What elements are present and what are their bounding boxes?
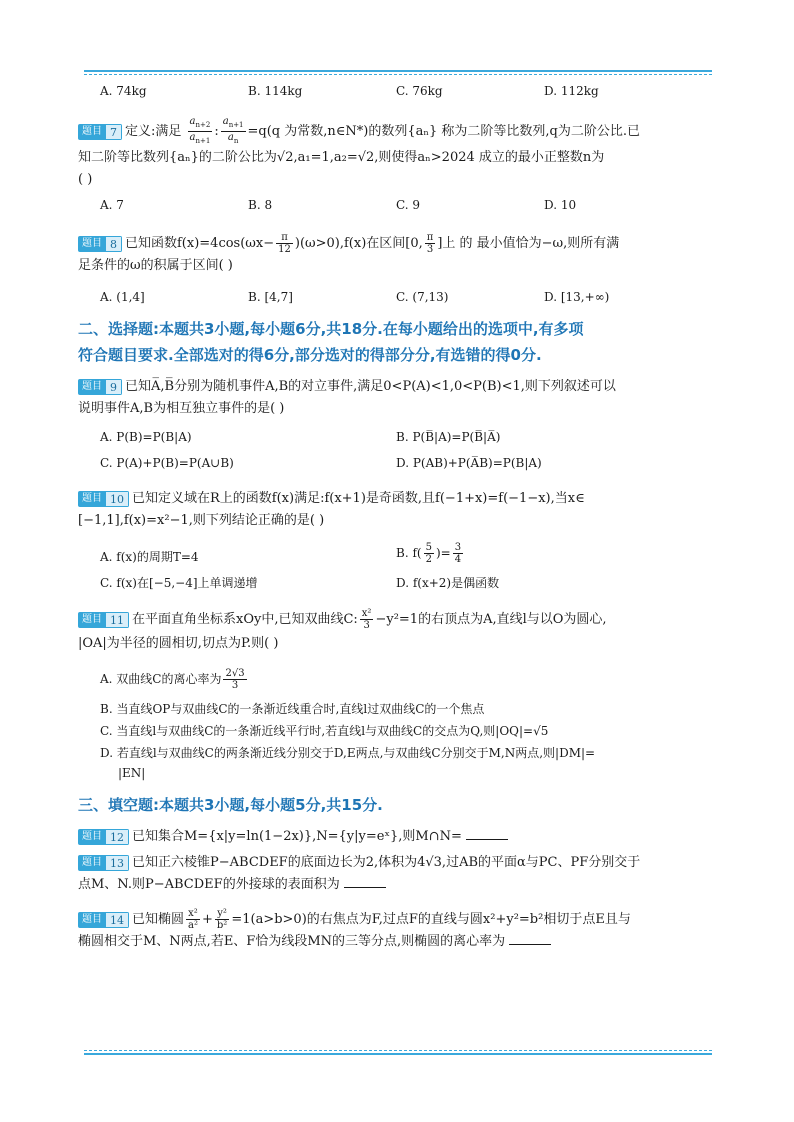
question-12: 题目 12 已知集合M={x|y=ln(1−2x)},N={y|y=eˣ},则M∩N= (78, 826, 718, 848)
q9-option-d: D. P(AB)+P(A̅B)=P(B|A) (396, 456, 542, 470)
question-badge: 题目 11 (78, 612, 129, 628)
q8-option-d: D. [13,+∞) (544, 290, 610, 304)
q7-option-b: B. 8 (248, 198, 273, 212)
q10-option-b: B. f( $\frac{5}{2}$ )= $\frac{3}{4}$ (396, 542, 462, 565)
q6-option-d: D. 112kg (544, 84, 599, 98)
question-badge: 题目 14 (78, 912, 129, 928)
question-10: 题目 10 已知定义域在R上的函数f(x)满足:f(x+1)是奇函数,且f(−1+x)=f(−1−x),当x∈ [−1,1],f(x)=x²−1,则下列结论正确的是( ) (78, 491, 585, 528)
q11-option-b: B. 当直线OP与双曲线C的一条渐近线重合时,直线l过双曲线C的一个焦点 (100, 702, 485, 716)
answer-blank[interactable] (509, 944, 551, 945)
q9-option-a: A. P(B)=P(B|A) (100, 430, 192, 444)
q11-option-d: D. 若直线l与双曲线C的两条渐近线分别交于D,E两点,与双曲线C分别交于M,N两点,则|DM|= (100, 746, 596, 760)
bottom-rule (84, 1050, 712, 1055)
q8-option-a: A. (1,4] (100, 290, 145, 304)
top-rule (84, 70, 712, 75)
q8-option-b: B. [4,7] (248, 290, 293, 304)
q7-option-a: A. 7 (100, 198, 124, 212)
answer-blank[interactable] (466, 839, 508, 840)
question-badge: 题目 12 (78, 829, 129, 845)
question-badge: 题目 13 (78, 855, 129, 871)
question-7-line-3: ( ) (78, 172, 93, 187)
q10-option-c: C. f(x)在[−5,−4]上单调递增 (100, 576, 258, 590)
question-badge: 题目 10 (78, 491, 129, 507)
question-7: 题目 7 定义:满足 $\frac{a_{n+2}}{a_{n+1}}$ : $\frac{a_{n+1}}{a_n}$ =q(q 为常数,n∈N*)的数列{aₙ} 称为二阶等比数列,q为二阶公比.已 知二阶等比数列{aₙ}的二阶公比为√2,a₁=1,a₂=√2,则使得aₙ>2024 成立的最小正整数n为 ( ) (78, 116, 718, 191)
q6-options (100, 84, 700, 102)
question-7-line-2: 知二阶等比数列{aₙ}的二阶公比为√2,a₁=1,a₂=√2,则使得aₙ>2024 成立的最小正整数n为 (78, 150, 605, 165)
question-8-line-2: 足条件的ω的积属于区间( ) (78, 258, 233, 273)
q10-option-d: D. f(x+2)是偶函数 (396, 576, 500, 590)
question-11: 题目 11 在平面直角坐标系xOy中,已知双曲线C: $\frac{\text{x²}}{3}$ −y²=1的右顶点为A,直线l与以O为圆心, |OA|为半径的圆相切,切点为P.则( ) (78, 608, 607, 651)
q11-option-c: C. 当直线l与双曲线C的一条渐近线平行时,若直线l与双曲线C的交点为Q,则|OQ|=√5 (100, 724, 549, 738)
q11-option-d-cont: |EN| (118, 766, 146, 780)
q7-option-d: D. 10 (544, 198, 577, 212)
q11-option-a: A. 双曲线C的离心率为 $\frac{2√3}{3}$ (100, 668, 245, 691)
q9-option-c: C. P(A)+P(B)=P(A∪B) (100, 456, 234, 470)
question-badge: 题目 9 (78, 379, 122, 395)
q9-option-b: B. P(B̅|A)=P(B̅|A̅) (396, 430, 501, 444)
section-3-heading: 三、填空题:本题共3小题,每小题5分,共15分. (78, 796, 383, 814)
q7-option-c: C. 9 (396, 198, 421, 212)
q8-option-c: C. (7,13) (396, 290, 449, 304)
question-badge: 题目 8 (78, 236, 122, 252)
q10-option-a: A. f(x)的周期T=4 (100, 550, 199, 564)
question-13: 题目 13 已知正六棱锥P−ABCDEF的底面边长为2,体积为4√3,过AB的平面α与PC、PF分别交于 点M、N.则P−ABCDEF的外接球的表面积为 (78, 855, 641, 892)
answer-blank[interactable] (344, 887, 386, 888)
question-14: 题目 14 已知椭圆 $\frac{\text{x²}}{\text{a²}}$ + $\frac{\text{y²}}{\text{b²}}$ =1(a>b>0)的右焦点为F,过点F的直线与圆x²+y²=b²相切于点E且与 椭圆相交于M、N两点,若E、F恰为线段MN的三等分点,则椭圆的离心率为 (78, 908, 631, 949)
section-2-heading: 二、选择题:本题共3小题,每小题6分,共18分.在每小题给出的选项中,有多项 符合题目要求.全部选对的得6分,部分选对的得部分分,有选错的得0分. (78, 320, 584, 364)
q7-options (100, 198, 700, 216)
q8-options (100, 290, 700, 308)
question-9: 题目 9 已知A̅,B̅分别为随机事件A,B的对立事件,满足0<P(A)<1,0<P(B)<1,则下列叙述可以 说明事件A,B为相互独立事件的是( ) (78, 379, 616, 416)
q6-option-a: A. 74kg (100, 84, 147, 98)
q6-option-b: B. 114kg (248, 84, 303, 98)
question-8: 题目 8 已知函数f(x)=4cos(ωx− $\frac{\pi}{12}$ )(ω>0),f(x)在区间[0, $\frac{\pi}{3}$ ]上 的 最小值恰为−ω,则所有满 足条件的ω的积属于区间( ) (78, 232, 718, 277)
question-badge: 题目 7 (78, 124, 122, 140)
q6-option-c: C. 76kg (396, 84, 443, 98)
